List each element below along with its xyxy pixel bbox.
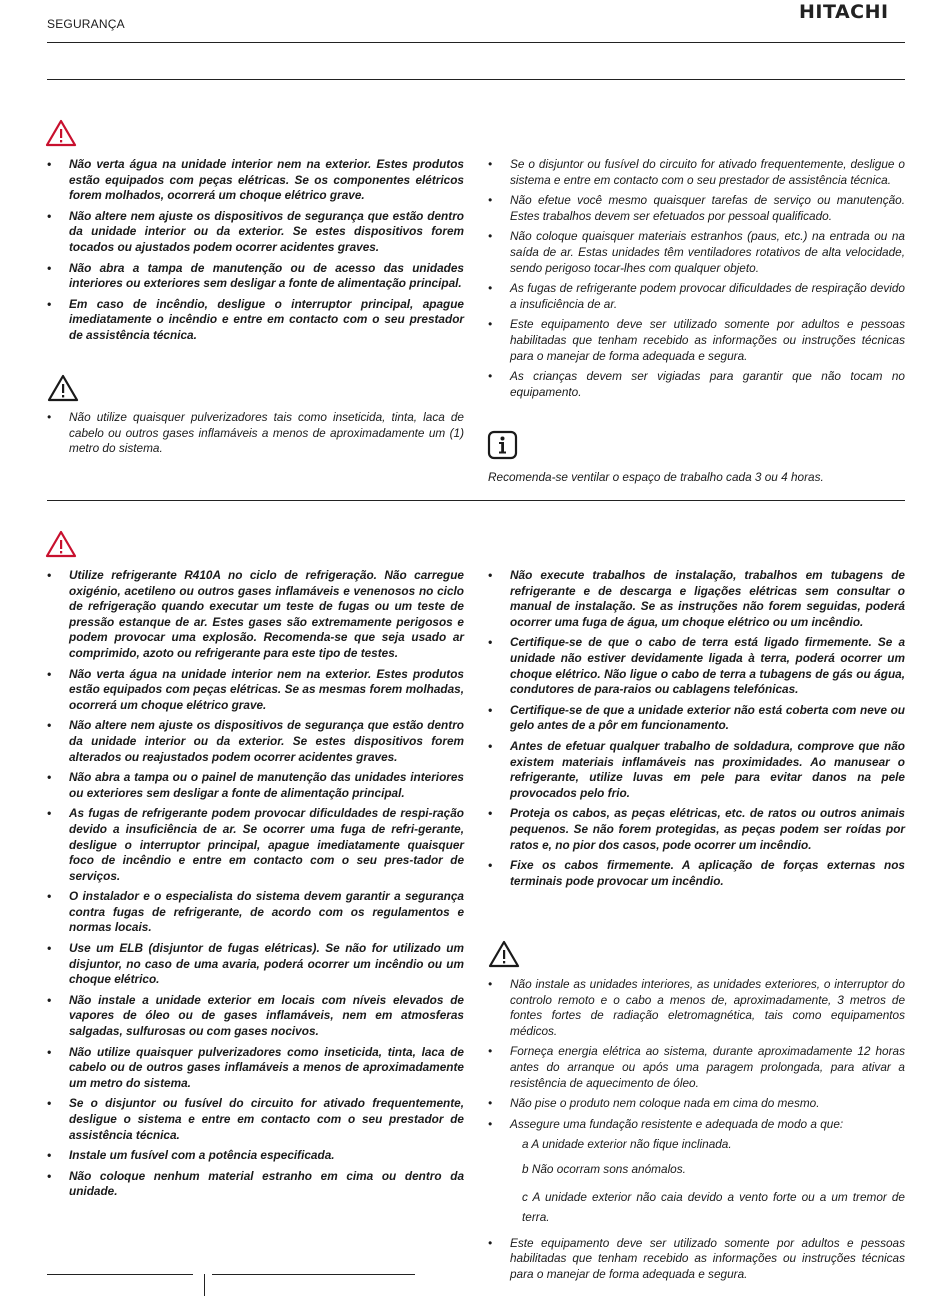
s1-caution-list <box>47 410 464 462</box>
footer-divider <box>204 1274 205 1296</box>
list-item: • Não utilize quaisquer pulverizadores tais como inseticida, tinta, laca de cabelo ou outros gases inflamáveis a menos de aproximadamente um (1) metro do sistema. <box>47 410 464 456</box>
list-item: • Em caso de incêndio, desligue o interruptor principal, apague imediatamente o incêndio e entre em contacto com o seu prestador de assistência técnica. <box>47 296 464 342</box>
s2-danger-list-left <box>47 568 464 1205</box>
sub-item: a A unidade exterior não fique inclinada. <box>522 1137 732 1152</box>
list-item: • Não utilize quaisquer pulverizadores como inseticida, tinta, laca de cabelo ou de outros gases inflamáveis a menos de aproximadamente um metro do sistema. <box>47 1044 464 1090</box>
list-item: • As fugas de refrigerante podem provocar dificuldades de respi-ração devido a insuficiência de ar. Se ocorrer uma fuga de refri-gerante, desligue o interruptor principal, apague imediatamente quaisquer foco de incêndio e entre em contacto com o seu pres-tador de serviços. <box>47 806 464 883</box>
list-item: • Não pise o produto nem coloque nada em cima do mesmo. <box>488 1096 820 1111</box>
list-item: • Não coloque quaisquer materiais estranhos (paus, etc.) na entrada ou na saída de ar. Estas unidades têm ventiladores rotativos de alta velocidade, sendo perigoso tocar-lhes com qualquer objeto. <box>488 229 905 275</box>
list-item: • Não efetue você mesmo quaisquer tarefas de serviço ou manutenção. Estes trabalhos devem ser efetuados por pessoal qualificado. <box>488 193 905 223</box>
list-item: • Fixe os cabos firmemente. A aplicação de forças externas nos terminais pode provocar um incêndio. <box>488 858 905 888</box>
list-item: • Não verta água na unidade interior nem na exterior. Estes produtos estão equipados com peças elétricas. Se os componentes elétricos forem molhados, ocorrerá um choque elétrico grave. <box>47 157 464 203</box>
list-item: • Não altere nem ajuste os dispositivos de segurança que estão dentro da unidade interior ou da exterior. Se estes dispositivos forem tocados ou ajustados podem ocorrer acidentes graves. <box>47 208 464 254</box>
section-title: SEGURANÇA <box>47 17 125 31</box>
warning-triangle-red-icon <box>45 118 77 148</box>
s2-danger-list-right <box>488 568 905 894</box>
list-item: • Forneça energia elétrica ao sistema, durante aproximadamente 12 horas antes do arranque ou após uma paragem prolongada, para ativar a resistência de aquecimento de óleo. <box>488 1044 905 1090</box>
list-item: • Antes de efetuar qualquer trabalho de soldadura, comprove que não existem materiais inflamáveis nas proximidades. Ao manusear o refrigerante, utilize luvas em pele para evitar danos na pele provocados pelo frio. <box>488 738 905 800</box>
list-item: • Proteja os cabos, as peças elétricas, etc. de ratos ou outros animais pequenos. Se não forem protegidas, as peças podem ser roídas por ratos e, no pior dos casos, pode ocorrer um incêndio. <box>488 806 905 852</box>
header-rule <box>47 42 905 43</box>
s1-right-list <box>488 157 905 405</box>
list-item: • Não abra a tampa ou o painel de manutenção das unidades interiores ou exteriores sem desligar a fonte de alimentação principal. <box>47 770 464 800</box>
section-rule-top <box>47 79 905 80</box>
list-item: • Não instale as unidades interiores, as unidades exteriores, o interruptor do controlo remoto e o cabo a menos de, aproximadamente, 3 metros de fontes fortes de radiação eletromagnética, tais como equipamentos médicos. <box>488 977 905 1038</box>
brand-logo: HITACHI <box>799 1 889 23</box>
list-item: • Não altere nem ajuste os dispositivos de segurança que estão dentro da unidade interior ou da exterior. Se estes dispositivos forem alterados ou reajustados podem ocorrer acidentes graves. <box>47 718 464 764</box>
list-item: • Não abra a tampa de manutenção ou de acesso das unidades interiores ou exteriores sem desligar a fonte de alimentação principal. <box>47 260 464 291</box>
list-item: • Utilize refrigerante R410A no ciclo de refrigeração. Não carregue oxigénio, acetileno ou outros gases inflamáveis e venenosos no ciclo de refrigeração quando executar um teste de fugas ou um teste de pressão estanque de ar. Estes gases são extremamente perigosos e podem provocar uma explosão. Recomenda-se que seja usado ar comprimido, azoto ou refrigerante para este tipo de testes. <box>47 568 464 660</box>
section-rule-middle <box>47 500 905 501</box>
warning-triangle-black-icon <box>488 939 520 969</box>
list-item: • Não coloque nenhum material estranho em cima ou dentro da unidade. <box>47 1168 464 1199</box>
list-item: • O instalador e o especialista do sistema devem garantir a segurança contra fugas de refrigerante, de acordo com os regulamentos e normas locais. <box>47 889 464 935</box>
list-item: • Não instale a unidade exterior em locais com níveis elevados de vapores de óleo ou de gases inflamáveis, nem em atmosferas salgadas, sulfurosas ou com gases nocivos. <box>47 992 464 1039</box>
footer-rule-left <box>47 1274 193 1275</box>
sub-item: c A unidade exterior não caia devido a vento forte ou a um tremor de terra. <box>522 1189 905 1224</box>
list-item: • Este equipamento deve ser utilizado somente por adultos e pessoas habilitadas que tenham recebido as informações ou instruções técnicas para o manejar de forma adequada e segura. <box>488 1235 905 1281</box>
list-item: • Não verta água na unidade interior nem na exterior. Estes produtos estão equipados com peças elétricas. Se as mesmas forem molhadas, ocorrerá um choque elétrico grave. <box>47 666 464 712</box>
list-item: • Se o disjuntor ou fusível do circuito for ativado frequentemente, desligue o sistema e entre em contacto com o seu prestador de assistência técnica. <box>47 1096 464 1142</box>
footer-rule-right <box>212 1274 415 1275</box>
list-item: • Se o disjuntor ou fusível do circuito for ativado frequentemente, desligue o sistema e entre em contacto com o seu prestador de assistência técnica. <box>488 157 905 187</box>
list-item: • Não execute trabalhos de instalação, trabalhos em tubagens de refrigerante e de descarga e ligações elétricas sem consultar o manual de instalação. Se as instruções não forem seguidas, poderá ocorrer uma fuga de água, um choque elétrico ou um incêndio. <box>488 568 905 629</box>
s2-caution-list <box>488 977 905 1287</box>
list-item: • Este equipamento deve ser utilizado somente por adultos e pessoas habilitadas que tenham recebido as informações ou instruções técnicas para o manejar de forma adequada e segura. <box>488 317 905 363</box>
list-item: • As crianças devem ser vigiadas para garantir que não tocam no equipamento. <box>488 369 905 399</box>
list-item: • As fugas de refrigerante podem provocar dificuldades de respiração devido a insuficiência de ar. <box>488 281 905 311</box>
sub-item: b Não ocorram sons anómalos. <box>522 1161 686 1176</box>
warning-triangle-red-icon <box>45 529 77 559</box>
list-item: • Certifique-se de que a unidade exterior não está coberta com neve ou gelo antes de a pôr em funcionamento. <box>488 702 905 733</box>
warning-triangle-black-icon <box>47 373 79 403</box>
list-item: • Instale um fusível com a potência especificada. <box>47 1148 335 1163</box>
list-item: • Assegure uma fundação resistente e adequada de modo a que: <box>488 1116 844 1131</box>
info-icon <box>487 430 519 460</box>
list-item: • Use um ELB (disjuntor de fugas elétricas). Se não for utilizado um disjuntor, no caso de uma avaria, poderá ocorrer um incêndio ou um choque elétrico. <box>47 941 464 987</box>
list-item: • Certifique-se de que o cabo de terra está ligado firmemente. Se a unidade não estiver devidamente ligada à terra, poderá ocorrer um choque elétrico. Não ligue o cabo de terra a tubagens de gás ou água, condutores de para-raios ou cablagens telefónicas. <box>488 635 905 697</box>
ventilation-note: Recomenda-se ventilar o espaço de trabalho cada 3 ou 4 horas. <box>488 470 824 484</box>
s1-danger-list <box>47 157 464 349</box>
